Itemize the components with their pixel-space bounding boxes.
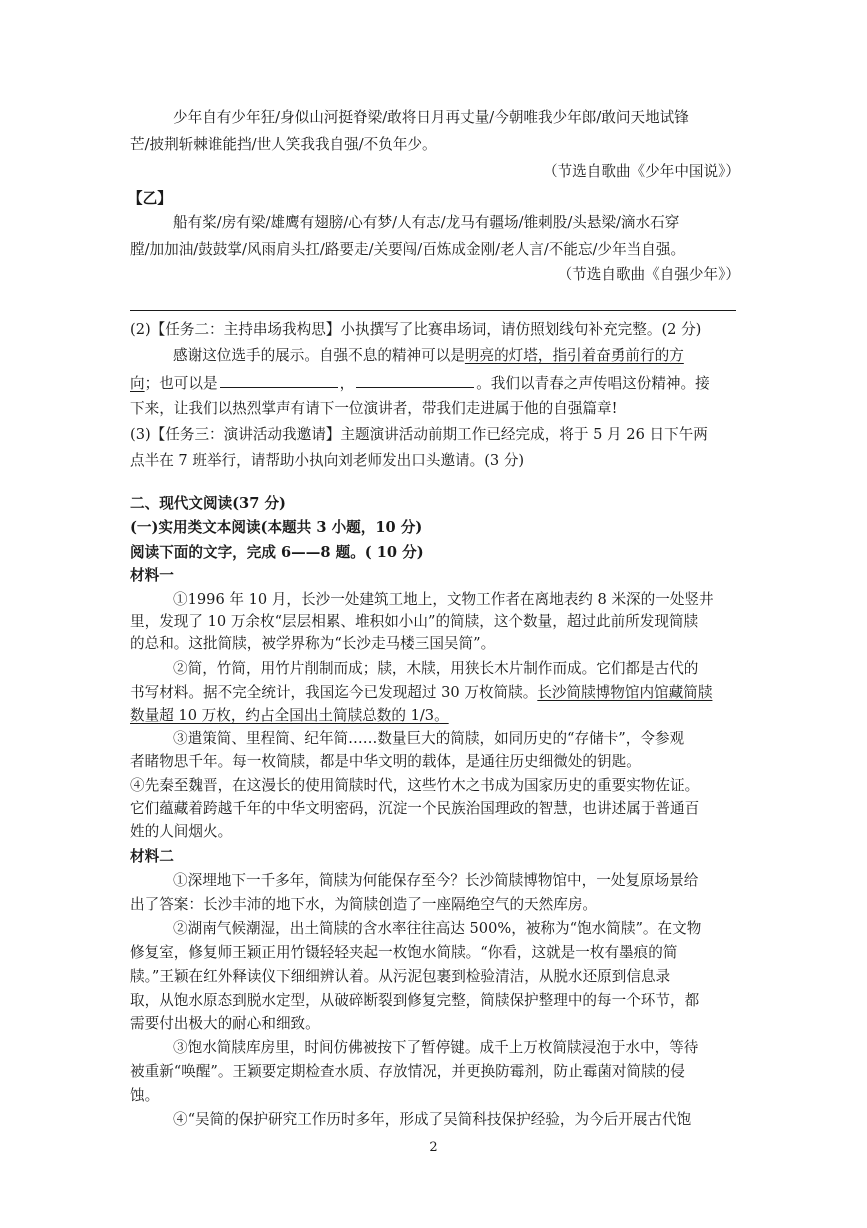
- paragraph-line: [130, 683, 740, 703]
- paragraph-line: 它们蕴藏着跨越千年的中华文明密码，沉淀一个民族治国理政的智慧，也讲述属于普通百: [130, 800, 700, 817]
- poem-b-line: 膛/加加油/鼓鼓掌/风雨肩头扛/路要走/关要闯/百炼成金刚/老人言/不能忘/少年当自强。: [130, 241, 686, 258]
- underlined-text: 长沙简牍博物馆内馆藏简牍: [537, 684, 713, 701]
- task2-title: (2)【任务二：主持串场我构思】小执撰写了比赛串场词，请仿照划线句补充完整。(2 分): [130, 321, 702, 338]
- poem-b-line: 船有桨/房有梁/雄鹰有翅膀/心有梦/人有志/龙马有疆场/锥刺股/头悬梁/滴水石穿: [173, 214, 680, 231]
- paragraph-line: ③遣策简、里程简、纪年简……数量巨大的简牍，如同历史的“存储卡”，令参观: [173, 730, 685, 747]
- task2-text: ；也可以是: [144, 375, 218, 392]
- paragraph-line: 被重新“唤醒”。王颖要定期检查水质、存放情况，并更换防霉剂，防止霉菌对简牍的侵: [130, 1063, 685, 1080]
- subsection-title: (一)实用类文本阅读(本题共 3 小题，10 分): [130, 519, 423, 536]
- paragraph-line: [130, 706, 740, 726]
- paragraph-line: 需要付出极大的耐心和细致。: [130, 1015, 320, 1032]
- paragraph-line: 姓的人间烟火。: [130, 823, 233, 840]
- task3-line: (3)【任务三：演讲活动我邀请】主题演讲活动前期工作已经完成，将于 5 月 26 日下午两: [130, 426, 708, 443]
- paragraph-line: ④“吴简的保护研究工作历时多年，形成了吴简科技保护经验，为今后开展古代饱: [173, 1111, 692, 1128]
- paragraph-line: 的总和。这批简牍，被学界称为“长沙走马楼三国吴简”。: [130, 635, 496, 652]
- page-number: 2: [429, 1140, 438, 1155]
- paragraph-line: ②简，竹简，用竹片削制而成；牍，木牍，用狭长木片制作而成。它们都是古代的: [173, 660, 699, 677]
- task2-text: ，: [339, 375, 355, 392]
- paragraph-line: ①深埋地下一千多年，简牍为何能保存至今？长沙简牍博物馆中，一处复原场景给: [173, 872, 699, 889]
- task2-line: [130, 372, 740, 394]
- instructions: 阅读下面的文字，完成 6——8 题。( 10 分): [130, 544, 424, 561]
- paragraph-line: ④先秦至魏晋，在这漫长的使用简牍时代，这些竹木之书成为国家历史的重要实物佐证。: [130, 777, 700, 794]
- poem-a-source: （节选自歌曲《少年中国说》）: [542, 163, 740, 180]
- poem-b-source: （节选自歌曲《自强少年》）: [557, 266, 740, 283]
- model-sentence: 向: [130, 375, 145, 392]
- underlined-text: 数量超 10 万枚，约占全国出土简牍总数的 1/3。: [130, 707, 449, 724]
- answer-blank[interactable]: [220, 372, 338, 388]
- paragraph-line: 出了答案：长沙丰沛的地下水，为简牍创造了一座隔绝空气的天然库房。: [130, 896, 598, 913]
- paragraph-line: 者睹物思千年。每一枚简牍，都是中华文明的载体，是通往历史细微处的钥匙。: [130, 753, 641, 770]
- paragraph-line: 蚀。: [130, 1087, 160, 1104]
- paragraph-line: ③饱水简牍库房里，时间仿佛被按下了暂停键。成千上万枚简牍浸泡于水中，等待: [173, 1039, 699, 1056]
- task2-text: 。我们以青春之声传唱这份精神。接: [476, 375, 710, 392]
- poem-b-heading: 【乙】: [128, 190, 172, 207]
- section-title: 二、现代文阅读(37 分): [130, 495, 286, 512]
- section-divider: [130, 310, 736, 311]
- paragraph-line: 取，从饱水原态到脱水定型，从破碎断裂到修复完整，简牍保护整理中的每一个环节，都: [130, 992, 700, 1009]
- poem-a-line: 芒/披荆斩棘谁能挡/世人笑我我自强/不负年少。: [130, 136, 437, 153]
- paragraph-line: ①1996 年 10 月，长沙一处建筑工地上，文物工作者在离地表约 8 米深的一处竖井: [173, 591, 714, 608]
- material-heading: 材料一: [130, 567, 174, 584]
- paragraph-line: 牍。”王颖在红外释读仪下细细辨认着。从污泥包裹到检验清洁，从脱水还原到信息录: [130, 968, 671, 985]
- poem-a-line: 少年自有少年狂/身似山河挺脊梁/敢将日月再丈量/今朝唯我少年郎/敢问天地试锋: [173, 109, 689, 126]
- task2-text: 感谢这位选手的展示。自强不息的精神可以是: [173, 347, 465, 364]
- paragraph-text: 书写材料。据不完全统计，我国迄今已发现超过 30 万枚简牍。: [130, 684, 538, 701]
- paragraph-line: 修复室，修复师王颖正用竹镊轻轻夹起一枚饱水简牍。“你看，这就是一枚有墨痕的简: [130, 944, 678, 961]
- task3-line: 点半在 7 班举行，请帮助小执向刘老师发出口头邀请。(3 分): [130, 452, 525, 469]
- model-sentence: 明亮的灯塔，指引着奋勇前行的方: [464, 347, 684, 364]
- task2-line: [173, 346, 740, 366]
- answer-blank[interactable]: [356, 372, 474, 388]
- paragraph-line: ②湖南气候潮湿，出土简牍的含水率往往高达 500%，被称为“饱水简牍”。在文物: [173, 920, 702, 937]
- task2-line: 下来，让我们以热烈掌声有请下一位演讲者，带我们走进属于他的自强篇章!: [130, 400, 618, 417]
- material-heading: 材料二: [130, 848, 174, 865]
- paragraph-line: 里，发现了 10 万余枚“层层相累、堆积如小山”的简牍，这个数量，超过此前所发现简牍: [130, 613, 699, 630]
